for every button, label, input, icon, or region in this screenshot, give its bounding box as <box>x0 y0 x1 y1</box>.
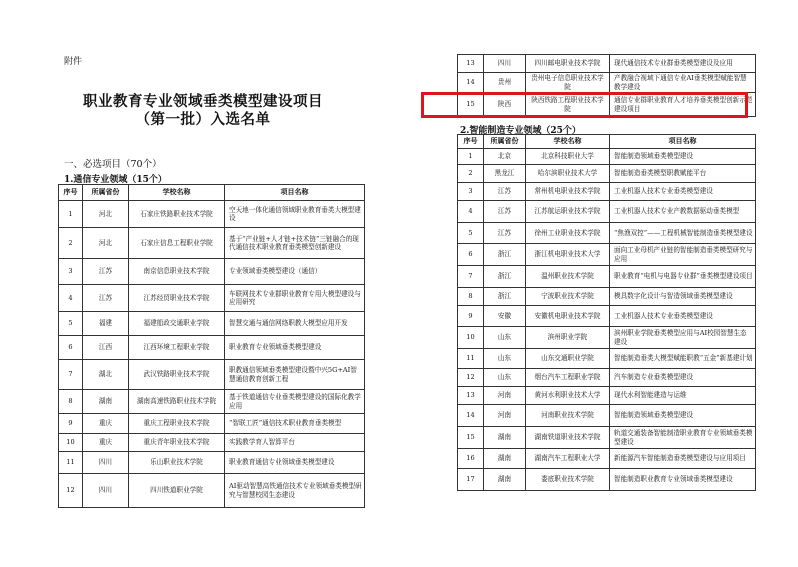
school-cell: 黄河水利职业技术大学 <box>526 387 610 405</box>
school-cell: 温州职业技术学院 <box>526 266 610 288</box>
province-cell: 陕西 <box>484 93 526 117</box>
project-cell: 职业教育通信专业领域垂类模型建设 <box>225 452 365 474</box>
school-cell: 石家庄铁路职业技术学院 <box>129 201 225 228</box>
table-row <box>59 390 365 414</box>
row-number: 12 <box>458 369 484 387</box>
school-cell: 哈尔滨职业技术大学 <box>526 165 610 183</box>
province-cell: 四川 <box>83 452 129 474</box>
province-cell: 江苏 <box>484 183 526 201</box>
row-number: 2 <box>458 165 484 183</box>
project-cell: 产教融合视域下通信专业AI垂类模型赋能智慧教学建设 <box>610 73 756 93</box>
project-cell: 智能制造垂类大模型赋能职教“五金”新基建计划 <box>610 349 756 369</box>
project-cell: 汽车制造专业垂类模型建设 <box>610 369 756 387</box>
province-cell: 山东 <box>484 349 526 369</box>
province-cell: 福建 <box>83 312 129 336</box>
project-cell: 基于铁道通信专业垂类模型建设的国际化教学应用 <box>225 390 365 414</box>
table-row <box>458 405 756 427</box>
province-cell: 湖南 <box>484 469 526 491</box>
document-subtitle: （第一批）入选名单 <box>135 111 271 128</box>
province-cell: 湖北 <box>83 360 129 390</box>
project-cell: 智能制造领域垂类模型建设 <box>610 405 756 427</box>
school-cell: 湖南汽车工程职业大学 <box>526 449 610 469</box>
table-row <box>59 228 365 259</box>
school-cell: 南京信息职业技术学院 <box>129 259 225 285</box>
project-cell: 轨道交通装备智能制造职业教育专业领域垂类模型建设 <box>610 427 756 449</box>
row-number: 5 <box>59 312 83 336</box>
school-cell: 重庆工程职业技术学院 <box>129 414 225 434</box>
project-cell: 实践教学育人智算平台 <box>225 434 365 452</box>
school-cell: 福建船政交通职业学院 <box>129 312 225 336</box>
row-number: 3 <box>458 183 484 201</box>
province-cell: 重庆 <box>83 414 129 434</box>
school-cell: 江苏航运职业技术学院 <box>526 201 610 223</box>
table-row <box>458 327 756 349</box>
row-number: 9 <box>458 306 484 327</box>
row-number: 13 <box>458 387 484 405</box>
province-cell: 湖南 <box>484 449 526 469</box>
table-row <box>458 201 756 223</box>
column-header-project: 项目名称 <box>225 185 365 201</box>
row-number: 7 <box>458 266 484 288</box>
province-cell: 江苏 <box>484 201 526 223</box>
table-row <box>59 414 365 434</box>
smart-manufacturing-field-heading: 2.智能制造专业领域（25个） <box>460 126 581 136</box>
school-cell: 四川邮电职业技术学院 <box>526 55 610 73</box>
project-cell: 职业教育专业领域垂类模型建设 <box>225 336 365 360</box>
province-cell: 山东 <box>484 327 526 349</box>
table-row <box>458 149 756 165</box>
school-cell: 湖南铁道职业技术学院 <box>526 427 610 449</box>
table-row <box>458 449 756 469</box>
row-number: 11 <box>59 452 83 474</box>
school-cell: 江西环境工程职业学院 <box>129 336 225 360</box>
province-cell: 北京 <box>484 149 526 165</box>
table-row <box>458 223 756 244</box>
table-row <box>59 434 365 452</box>
school-cell: 常州机电职业技术学院 <box>526 183 610 201</box>
row-number: 4 <box>59 285 83 312</box>
school-cell: 山东交通职业学院 <box>526 349 610 369</box>
province-cell: 四川 <box>484 55 526 73</box>
column-header-no: 序号 <box>59 185 83 201</box>
row-number: 2 <box>59 228 83 259</box>
project-cell: 智能制造垂类模型职教赋能平台 <box>610 165 756 183</box>
table-row <box>458 266 756 288</box>
row-number: 15 <box>458 427 484 449</box>
school-cell: 浙江机电职业技术大学 <box>526 244 610 266</box>
row-number: 16 <box>458 449 484 469</box>
column-header-province: 所属省份 <box>484 135 526 149</box>
column-header-province: 所属省份 <box>83 185 129 201</box>
communication-field-heading: 1.通信专业领域（15个） <box>64 175 167 185</box>
project-cell: 工业机器人技术专业产教数据驱动垂类模型 <box>610 201 756 223</box>
project-cell: 工业机器人技术专业垂类模型建设 <box>610 306 756 327</box>
row-number: 1 <box>59 201 83 228</box>
school-cell: 江苏经贸职业技术学院 <box>129 285 225 312</box>
province-cell: 江苏 <box>83 285 129 312</box>
row-number: 15 <box>458 93 484 117</box>
province-cell: 安徽 <box>484 306 526 327</box>
project-cell: 滨州职业学院垂类模型应用与AI校园智慧生态建设 <box>610 327 756 349</box>
table-row <box>59 285 365 312</box>
project-cell: 工业机器人技术专业垂类模型建设 <box>610 183 756 201</box>
table-row <box>59 452 365 474</box>
province-cell: 河北 <box>83 201 129 228</box>
row-number: 11 <box>458 349 484 369</box>
row-number: 17 <box>458 469 484 491</box>
province-cell: 湖南 <box>484 427 526 449</box>
project-cell: “智联工匠”通信技术职业教育垂类模型 <box>225 414 365 434</box>
project-cell: 智能制造领域垂类模型建设 <box>610 149 756 165</box>
communication-projects-table <box>58 184 365 508</box>
row-number: 4 <box>458 201 484 223</box>
table-row <box>458 55 756 73</box>
column-header-no: 序号 <box>458 135 484 149</box>
row-number: 9 <box>59 414 83 434</box>
project-cell: 面向工业母机产业链的智能制造垂类模型研究与应用 <box>610 244 756 266</box>
province-cell: 浙江 <box>484 288 526 306</box>
row-number: 5 <box>458 223 484 244</box>
column-header-school: 学校名称 <box>526 135 610 149</box>
province-cell: 江苏 <box>484 223 526 244</box>
row-number: 13 <box>458 55 484 73</box>
row-number: 8 <box>458 288 484 306</box>
project-cell: 智慧交通与通信网络职教大模型应用开发 <box>225 312 365 336</box>
project-cell: 车联网技术专业群职业教育专用大模型建设与应用研究 <box>225 285 365 312</box>
table-row <box>458 244 756 266</box>
project-cell: 基于“产业链+人才链+技术链”三链融合的现代通信技术职业教育垂类模型创新建设 <box>225 228 365 259</box>
school-cell: 贵州电子信息职业技术学院 <box>526 73 610 93</box>
province-cell: 贵州 <box>484 73 526 93</box>
table-row <box>458 165 756 183</box>
school-cell: 四川铁道职业学院 <box>129 474 225 508</box>
row-number: 14 <box>458 405 484 427</box>
column-header-school: 学校名称 <box>129 185 225 201</box>
project-cell: 现代水利智能建造与运维 <box>610 387 756 405</box>
school-cell: 宁波职业技术学院 <box>526 288 610 306</box>
row-number: 10 <box>458 327 484 349</box>
table-row <box>458 387 756 405</box>
school-cell: 重庆青年职业技术学院 <box>129 434 225 452</box>
row-number: 8 <box>59 390 83 414</box>
smart-manufacturing-projects-table <box>457 134 756 491</box>
row-number: 7 <box>59 360 83 390</box>
row-number: 14 <box>458 73 484 93</box>
row-number: 6 <box>59 336 83 360</box>
table-row <box>458 427 756 449</box>
project-cell: “焦渔双控”——工程机械智能制造垂类模型建设 <box>610 223 756 244</box>
school-cell: 湖南高速铁路职业技术学院 <box>129 390 225 414</box>
project-cell: AI驱动智慧高铁通信技术专业领域垂类模型研究与智慧校园生态建设 <box>225 474 365 508</box>
row-number: 10 <box>59 434 83 452</box>
project-cell: 空天地一体化通信领域职业教育垂类大模型建设 <box>225 201 365 228</box>
table-row <box>458 183 756 201</box>
school-cell: 陕西铁路工程职业技术学院 <box>526 93 610 117</box>
project-cell: 通信专业群职业教育人才培养垂类模型创新示范建设项目 <box>610 93 756 117</box>
table-body <box>59 201 365 508</box>
table-row <box>59 360 365 390</box>
school-cell: 滨州职业学院 <box>526 327 610 349</box>
school-cell: 徐州工业职业技术学院 <box>526 223 610 244</box>
table-row <box>59 201 365 228</box>
row-number: 6 <box>458 244 484 266</box>
project-cell: 智能制造职业教育专业领域垂类模型建设 <box>610 469 756 491</box>
project-cell: 模具数字化设计与智造领域垂类模型建设 <box>610 288 756 306</box>
project-cell: 职业教育“电机与电器专业群”垂类模型建设项目 <box>610 266 756 288</box>
project-cell: 现代通信技术专业群垂类模型建设及应用 <box>610 55 756 73</box>
province-cell: 江苏 <box>83 259 129 285</box>
province-cell: 江西 <box>83 336 129 360</box>
province-cell: 山东 <box>484 369 526 387</box>
school-cell: 安徽机电职业技术学院 <box>526 306 610 327</box>
table-body <box>458 149 756 491</box>
table-row <box>458 288 756 306</box>
project-cell: 职教通信领域垂类模型建设暨中兴5G+AI智慧通信教育创新工程 <box>225 360 365 390</box>
school-cell: 北京科技职业大学 <box>526 149 610 165</box>
table-row <box>59 312 365 336</box>
province-cell: 河南 <box>484 387 526 405</box>
school-cell: 武汉铁路职业技术学院 <box>129 360 225 390</box>
highlight-box <box>421 92 748 118</box>
table-row <box>59 259 365 285</box>
table-row <box>59 336 365 360</box>
document-title: 职业教育专业领域垂类模型建设项目 <box>83 93 323 110</box>
school-cell: 娄底职业技术学院 <box>526 469 610 491</box>
province-cell: 河南 <box>484 405 526 427</box>
table-row <box>458 306 756 327</box>
attachment-label: 附件 <box>64 57 83 67</box>
project-cell: 新能源汽车智能制造垂类模型建设与应用项目 <box>610 449 756 469</box>
row-number: 12 <box>59 474 83 508</box>
school-cell: 乐山职业技术学院 <box>129 452 225 474</box>
province-cell: 浙江 <box>484 244 526 266</box>
school-cell: 河南职业技术学院 <box>526 405 610 427</box>
section-heading: 一、必选项目（70个） <box>64 159 162 170</box>
province-cell: 浙江 <box>484 266 526 288</box>
project-cell: 专业领域垂类模型建设（通信） <box>225 259 365 285</box>
province-cell: 黑龙江 <box>484 165 526 183</box>
school-cell: 烟台汽车工程职业学院 <box>526 369 610 387</box>
table-row <box>458 469 756 491</box>
table-row <box>458 349 756 369</box>
province-cell: 四川 <box>83 474 129 508</box>
column-header-project: 项目名称 <box>610 135 756 149</box>
row-number: 3 <box>59 259 83 285</box>
school-cell: 石家庄信息工程职业学院 <box>129 228 225 259</box>
province-cell: 重庆 <box>83 434 129 452</box>
table-row <box>59 474 365 508</box>
table-row <box>458 73 756 93</box>
province-cell: 湖南 <box>83 390 129 414</box>
table-row <box>458 369 756 387</box>
row-number: 1 <box>458 149 484 165</box>
province-cell: 河北 <box>83 228 129 259</box>
